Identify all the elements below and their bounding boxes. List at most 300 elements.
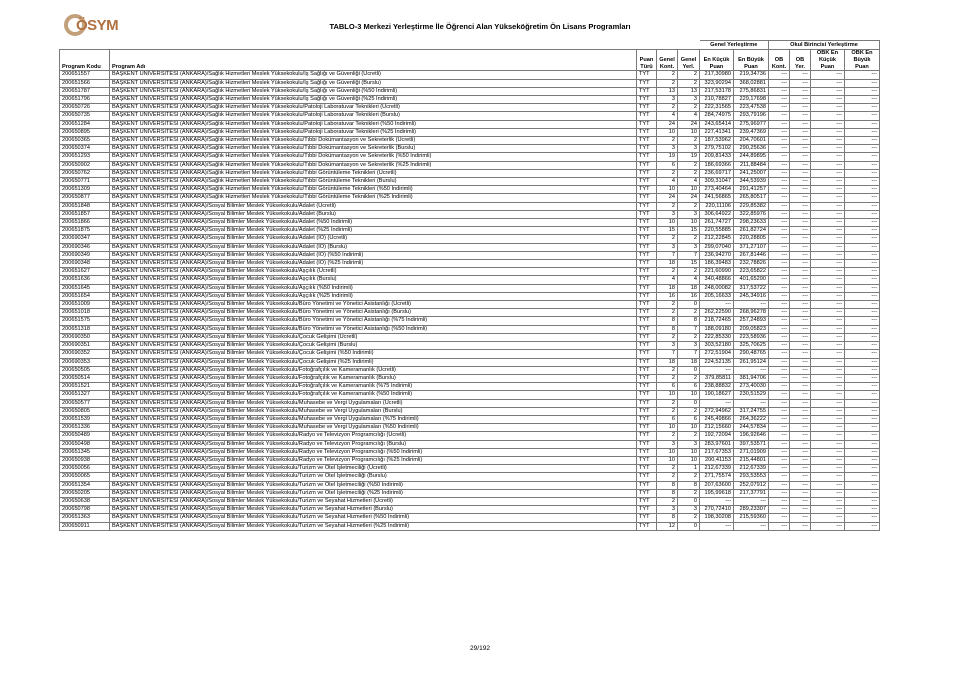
cell-obyer: --- [790,358,811,366]
table-row [60,301,880,309]
cell-kont: 16 [657,292,678,300]
cell-yerl: 3 [678,342,700,350]
cell-ad: BAŞKENT ÜNİVERSİTESİ (ANKARA)/Sosyal Bilimler Meslek Yüksekokulu/Muhasebe ve Vergi Uygulamaları (%50 İndirimli) [110,424,637,432]
cell-tur: TYT [637,317,657,325]
cell-obkmin: --- [811,514,845,522]
cell-yerl: 6 [678,415,700,423]
cell-obyer: --- [790,227,811,235]
cell-tur: TYT [637,456,657,464]
cell-obkmax: --- [845,489,880,497]
cell-obyer: --- [790,292,811,300]
cell-kod: 200651654 [60,292,110,300]
cell-obyer: --- [790,169,811,177]
cell-kod: 200650514 [60,374,110,382]
cell-yerl: 7 [678,325,700,333]
cell-min: 241,56865 [700,194,734,202]
cell-ad: BAŞKENT ÜNİVERSİTESİ (ANKARA)/Sağlık Hizmetleri Meslek Yüksekokulu/İş Sağlığı ve Güvenliği (Burslu) [110,79,637,87]
cell-obkmax: --- [845,268,880,276]
cell-obkmin: --- [811,96,845,104]
cell-obkmax: --- [845,210,880,218]
cell-obkmax: --- [845,473,880,481]
cell-obyer: --- [790,374,811,382]
cell-kod: 200651327 [60,391,110,399]
cell-yerl: 0 [678,497,700,505]
cell-obyer: --- [790,104,811,112]
table-row [60,104,880,112]
cell-max: 245,34916 [734,292,769,300]
cell-kont: 13 [657,87,678,95]
cell-obkont: --- [769,481,790,489]
cell-obkmax: --- [845,317,880,325]
cell-kod: 200650735 [60,112,110,120]
cell-ad: BAŞKENT ÜNİVERSİTESİ (ANKARA)/Sosyal Bilimler Meslek Yüksekokulu/Aşçılık (%50 İndirimli) [110,284,637,292]
cell-min: 245,49866 [700,415,734,423]
table-row [60,424,880,432]
cell-obyer: --- [790,243,811,251]
cell-obkmin: --- [811,407,845,415]
logo-text: ÖSYM [76,17,119,34]
cell-obyer: --- [790,112,811,120]
results-table [59,40,880,531]
cell-kod: 200651521 [60,383,110,391]
cell-min: 186,69366 [700,161,734,169]
cell-obyer: --- [790,284,811,292]
table-row [60,178,880,186]
cell-yerl: 0 [678,522,700,530]
cell-min: 222,31565 [700,104,734,112]
table-row [60,309,880,317]
cell-obyer: --- [790,391,811,399]
cell-obkont: --- [769,202,790,210]
cell-ad: BAŞKENT ÜNİVERSİTESİ (ANKARA)/Sosyal Bilimler Meslek Yüksekokulu/Aşçılık (Burslu) [110,276,637,284]
cell-obkont: --- [769,391,790,399]
cell-obkont: --- [769,243,790,251]
cell-max: 291,41257 [734,186,769,194]
cell-ad: BAŞKENT ÜNİVERSİTESİ (ANKARA)/Sosyal Bilimler Meslek Yüksekokulu/Çocuk Gelişimi (%50 İndirimli) [110,350,637,358]
table-row [60,251,880,259]
cell-kont: 2 [657,309,678,317]
cell-min: 207,63600 [700,481,734,489]
cell-ad: BAŞKENT ÜNİVERSİTESİ (ANKARA)/Sosyal Bilimler Meslek Yüksekokulu/Adalet (Burslu) [110,210,637,218]
cell-kont: 2 [657,71,678,79]
cell-min: 262,22590 [700,309,734,317]
cell-max: 229,85382 [734,202,769,210]
cell-obkmin: --- [811,522,845,530]
cell-kont: 18 [657,358,678,366]
cell-obkmax: --- [845,506,880,514]
cell-ad: BAŞKENT ÜNİVERSİTESİ (ANKARA)/Sağlık Hizmetleri Meslek Yüksekokulu/Tıbbi Görüntüleme Teknikleri (Burslu) [110,178,637,186]
cell-obkont: --- [769,284,790,292]
cell-obyer: --- [790,333,811,341]
cell-tur: TYT [637,112,657,120]
cell-kod: 200650505 [60,366,110,374]
cell-yerl: 3 [678,506,700,514]
cell-kod: 200650911 [60,522,110,530]
cell-kont: 10 [657,448,678,456]
cell-tur: TYT [637,514,657,522]
cell-tur: TYT [637,153,657,161]
cell-min: 186,39483 [700,260,734,268]
cell-max: 241,25007 [734,169,769,177]
cell-obkmin: --- [811,374,845,382]
cell-obkmin: --- [811,440,845,448]
cell-yerl: 10 [678,391,700,399]
col-header-kod: Program Kodu [60,50,110,71]
cell-ad: BAŞKENT ÜNİVERSİTESİ (ANKARA)/Sağlık Hizmetleri Meslek Yüksekokulu/Patoloji Laboratuvar Teknikleri (%50 İndirimli) [110,120,637,128]
cell-obyer: --- [790,71,811,79]
cell-kont: 2 [657,104,678,112]
cell-obkmax: --- [845,251,880,259]
cell-max: 220,28805 [734,235,769,243]
cell-tur: TYT [637,301,657,309]
cell-obkmax: --- [845,235,880,243]
table-row [60,260,880,268]
cell-ad: BAŞKENT ÜNİVERSİTESİ (ANKARA)/Sosyal Bilimler Meslek Yüksekokulu/Muhasebe ve Vergi Uygulamaları (Ücretli) [110,399,637,407]
cell-kod: 200650902 [60,161,110,169]
cell-obkmin: --- [811,284,845,292]
cell-max: 232,78826 [734,260,769,268]
cell-min: 236,69717 [700,169,734,177]
cell-tur: TYT [637,350,657,358]
cell-max: 290,25636 [734,145,769,153]
cell-obyer: --- [790,276,811,284]
cell-yerl: 2 [678,407,700,415]
cell-obkmin: --- [811,432,845,440]
cell-max: 293,79196 [734,112,769,120]
cell-obkmin: --- [811,268,845,276]
cell-yerl: 3 [678,440,700,448]
cell-obkont: --- [769,497,790,505]
cell-tur: TYT [637,309,657,317]
cell-obkont: --- [769,235,790,243]
cell-min: 195,99618 [700,489,734,497]
cell-kod: 200651363 [60,514,110,522]
cell-obkont: --- [769,309,790,317]
cell-max: 244,57834 [734,424,769,432]
cell-min: 187,53962 [700,137,734,145]
cell-yerl: 2 [678,137,700,145]
cell-obkmin: --- [811,227,845,235]
cell-obkmin: --- [811,366,845,374]
cell-min: 212,67339 [700,465,734,473]
cell-kont: 10 [657,219,678,227]
cell-obyer: --- [790,481,811,489]
cell-obkmin: --- [811,481,845,489]
cell-max: --- [734,399,769,407]
cell-kod: 200650726 [60,104,110,112]
cell-kont: 6 [657,415,678,423]
cell-ad: BAŞKENT ÜNİVERSİTESİ (ANKARA)/Sosyal Bilimler Meslek Yüksekokulu/Adalet (İÖ) (%25 İndirimli) [110,260,637,268]
cell-min: 222,85330 [700,333,734,341]
cell-obkmax: --- [845,465,880,473]
table-row [60,440,880,448]
cell-ad: BAŞKENT ÜNİVERSİTESİ (ANKARA)/Sosyal Bilimler Meslek Yüksekokulu/Radyo ve Televizyon Programcılığı (%25 İndirimli) [110,456,637,464]
cell-yerl: 15 [678,227,700,235]
cell-kont: 2 [657,374,678,382]
cell-obyer: --- [790,489,811,497]
cell-kod: 200650374 [60,145,110,153]
cell-obkmax: --- [845,497,880,505]
cell-yerl: 7 [678,350,700,358]
cell-obkmax: --- [845,448,880,456]
cell-obkont: --- [769,227,790,235]
cell-obyer: --- [790,153,811,161]
table-row [60,227,880,235]
cell-obkmax: --- [845,153,880,161]
col-header-obkmin: OBK En Küçük Puan [811,50,845,71]
cell-tur: TYT [637,87,657,95]
cell-yerl: 10 [678,219,700,227]
cell-kod: 200690350 [60,333,110,341]
table-row [60,456,880,464]
cell-tur: TYT [637,96,657,104]
cell-obkmin: --- [811,333,845,341]
cell-yerl: 2 [678,268,700,276]
cell-obkmax: --- [845,333,880,341]
cell-max: 371,27107 [734,243,769,251]
table-row [60,366,880,374]
cell-yerl: 2 [678,161,700,169]
cell-max: 322,85976 [734,210,769,218]
cell-min: 205,16633 [700,292,734,300]
cell-min: 273,40464 [700,186,734,194]
cell-ad: BAŞKENT ÜNİVERSİTESİ (ANKARA)/Sosyal Bilimler Meslek Yüksekokulu/Adalet (%25 İndirimli) [110,227,637,235]
table-row [60,465,880,473]
cell-obkont: --- [769,424,790,432]
header-row [60,50,880,71]
cell-obyer: --- [790,514,811,522]
cell-ad: BAŞKENT ÜNİVERSİTESİ (ANKARA)/Sağlık Hizmetleri Meslek Yüksekokulu/Tıbbi Dokümantasyon ve Sekreterlik (%25 İndirimli) [110,161,637,169]
cell-kont: 2 [657,301,678,309]
cell-yerl: 0 [678,399,700,407]
cell-obkmax: --- [845,186,880,194]
cell-ad: BAŞKENT ÜNİVERSİTESİ (ANKARA)/Sağlık Hizmetleri Meslek Yüksekokulu/Patoloji Laboratuvar Teknikleri (%25 İndirimli) [110,128,637,136]
cell-obkont: --- [769,399,790,407]
cell-tur: TYT [637,415,657,423]
cell-kont: 2 [657,268,678,276]
cell-kod: 200651796 [60,96,110,104]
cell-obyer: --- [790,202,811,210]
cell-obkmin: --- [811,350,845,358]
cell-kont: 10 [657,456,678,464]
cell-min: 227,41341 [700,128,734,136]
cell-yerl: 1 [678,465,700,473]
cell-obkmin: --- [811,243,845,251]
cell-tur: TYT [637,178,657,186]
table-row [60,153,880,161]
cell-ad: BAŞKENT ÜNİVERSİTESİ (ANKARA)/Sosyal Bilimler Meslek Yüksekokulu/Turizm ve Seyahat Hizmetleri (%25 İndirimli) [110,522,637,530]
cell-ad: BAŞKENT ÜNİVERSİTESİ (ANKARA)/Sosyal Bilimler Meslek Yüksekokulu/Turizm ve Seyahat Hizmetleri (Ücretli) [110,497,637,505]
cell-ad: BAŞKENT ÜNİVERSİTESİ (ANKARA)/Sosyal Bilimler Meslek Yüksekokulu/Muhasebe ve Vergi Uygulamaları (%75 İndirimli) [110,415,637,423]
cell-obkmax: --- [845,104,880,112]
cell-kont: 24 [657,120,678,128]
table-row [60,292,880,300]
cell-max: 204,70601 [734,137,769,145]
cell-obkont: --- [769,120,790,128]
cell-obkont: --- [769,79,790,87]
cell-kod: 200690349 [60,251,110,259]
cell-min: 303,52180 [700,342,734,350]
cell-kod: 200650498 [60,440,110,448]
cell-ad: BAŞKENT ÜNİVERSİTESİ (ANKARA)/Sağlık Hizmetleri Meslek Yüksekokulu/Patoloji Laboratuvar Teknikleri (Burslu) [110,112,637,120]
table-row [60,448,880,456]
cell-obkmax: --- [845,301,880,309]
cell-kod: 200651354 [60,481,110,489]
cell-min: --- [700,497,734,505]
cell-obkmax: --- [845,96,880,104]
cell-obkmin: --- [811,456,845,464]
cell-obkmin: --- [811,194,845,202]
cell-kod: 200650065 [60,473,110,481]
cell-obkont: --- [769,317,790,325]
cell-obyer: --- [790,235,811,243]
cell-yerl: 2 [678,333,700,341]
cell-yerl: 2 [678,432,700,440]
cell-kod: 200650056 [60,465,110,473]
cell-tur: TYT [637,145,657,153]
cell-kod: 200650365 [60,137,110,145]
col-header-obyer: OB Yer. [790,50,811,71]
col-header-obkont: OB Kont. [769,50,790,71]
cell-obkmin: --- [811,391,845,399]
cell-obyer: --- [790,161,811,169]
cell-tur: TYT [637,497,657,505]
cell-obkmax: --- [845,276,880,284]
cell-kod: 200650895 [60,128,110,136]
table-row [60,120,880,128]
cell-max: 289,23307 [734,506,769,514]
cell-kod: 200650638 [60,497,110,505]
cell-kod: 200651848 [60,202,110,210]
cell-min: --- [700,399,734,407]
cell-obkmax: --- [845,112,880,120]
cell-min: 192,72094 [700,432,734,440]
page-title: TABLO-3 Merkezi Yerleştirme İle Öğrenci Alan Yükseköğretim Ön Lisans Programları [329,22,631,31]
cell-min: 224,52135 [700,358,734,366]
cell-yerl: 4 [678,178,700,186]
cell-obkmax: --- [845,399,880,407]
cell-max: 219,34736 [734,71,769,79]
cell-ad: BAŞKENT ÜNİVERSİTESİ (ANKARA)/Sosyal Bilimler Meslek Yüksekokulu/Büro Yönetimi ve Yönetici Asistanlığı (%50 İndirimli) [110,325,637,333]
cell-obkmax: --- [845,522,880,530]
cell-obkmax: --- [845,514,880,522]
cell-tur: TYT [637,473,657,481]
cell-yerl: 16 [678,292,700,300]
cell-obkmax: --- [845,169,880,177]
cell-max: 273,40030 [734,383,769,391]
cell-yerl: 19 [678,153,700,161]
cell-ad: BAŞKENT ÜNİVERSİTESİ (ANKARA)/Sağlık Hizmetleri Meslek Yüksekokulu/İş Sağlığı ve Güvenliği (%25 İndirimli) [110,96,637,104]
cell-obkmin: --- [811,506,845,514]
cell-obkont: --- [769,268,790,276]
cell-max: 397,53571 [734,440,769,448]
table-row [60,489,880,497]
cell-obkont: --- [769,432,790,440]
cell-kont: 18 [657,284,678,292]
cell-kont: 6 [657,383,678,391]
cell-min: 272,51904 [700,350,734,358]
cell-obkmin: --- [811,383,845,391]
cell-yerl: 0 [678,366,700,374]
cell-kont: 10 [657,424,678,432]
table-row [60,169,880,177]
cell-obyer: --- [790,399,811,407]
cell-kont: 2 [657,235,678,243]
cell-obkont: --- [769,96,790,104]
cell-max: 215,44801 [734,456,769,464]
cell-tur: TYT [637,407,657,415]
cell-min: 279,75102 [700,145,734,153]
table-body [60,71,880,530]
cell-obyer: --- [790,522,811,530]
table-row [60,358,880,366]
cell-yerl: 2 [678,309,700,317]
cell-min: 309,31047 [700,178,734,186]
table-row [60,186,880,194]
table-row [60,522,880,530]
cell-kont: 3 [657,243,678,251]
table-row [60,96,880,104]
cell-obkmin: --- [811,161,845,169]
table-row [60,128,880,136]
cell-obkmax: --- [845,456,880,464]
cell-min: 306,64922 [700,210,734,218]
cell-obyer: --- [790,506,811,514]
cell-obkont: --- [769,301,790,309]
cell-ad: BAŞKENT ÜNİVERSİTESİ (ANKARA)/Sosyal Bilimler Meslek Yüksekokulu/Fotoğrafçılık ve Kameramanlık (%75 İndirimli) [110,383,637,391]
cell-kont: 2 [657,399,678,407]
cell-max: 239,47369 [734,128,769,136]
cell-obkmax: --- [845,350,880,358]
cell-yerl: 2 [678,489,700,497]
cell-max: 264,36222 [734,415,769,423]
cell-obyer: --- [790,219,811,227]
cell-max: --- [734,366,769,374]
cell-obkmax: --- [845,260,880,268]
cell-kont: 2 [657,169,678,177]
cell-ad: BAŞKENT ÜNİVERSİTESİ (ANKARA)/Sosyal Bilimler Meslek Yüksekokulu/Muhasebe ve Vergi Uygulamaları (Burslu) [110,407,637,415]
cell-ad: BAŞKENT ÜNİVERSİTESİ (ANKARA)/Sosyal Bilimler Meslek Yüksekokulu/Çocuk Gelişimi (Burslu) [110,342,637,350]
cell-kont: 10 [657,391,678,399]
cell-kont: 2 [657,497,678,505]
cell-ad: BAŞKENT ÜNİVERSİTESİ (ANKARA)/Sağlık Hizmetleri Meslek Yüksekokulu/Tıbbi Dokümantasyon ve Sekreterlik (Ücretli) [110,137,637,145]
cell-obkmin: --- [811,251,845,259]
cell-tur: TYT [637,506,657,514]
cell-tur: TYT [637,325,657,333]
cell-ad: BAŞKENT ÜNİVERSİTESİ (ANKARA)/Sağlık Hizmetleri Meslek Yüksekokulu/Tıbbi Görüntüleme Teknikleri (Ücretli) [110,169,637,177]
cell-max: 223,47538 [734,104,769,112]
cell-kont: 6 [657,161,678,169]
cell-max: 275,96977 [734,120,769,128]
cell-obkont: --- [769,153,790,161]
cell-obkmin: --- [811,128,845,136]
cell-max: 344,53939 [734,178,769,186]
cell-yerl: 3 [678,243,700,251]
cell-obkmax: --- [845,219,880,227]
cell-obkmax: --- [845,202,880,210]
cell-yerl: 10 [678,424,700,432]
cell-yerl: 2 [678,79,700,87]
cell-obkont: --- [769,465,790,473]
cell-obkont: --- [769,489,790,497]
cell-min: --- [700,301,734,309]
cell-kod: 200651309 [60,186,110,194]
cell-kont: 18 [657,260,678,268]
table-row [60,432,880,440]
cell-kod: 200651866 [60,219,110,227]
cell-obkmin: --- [811,260,845,268]
cell-obkmax: --- [845,284,880,292]
